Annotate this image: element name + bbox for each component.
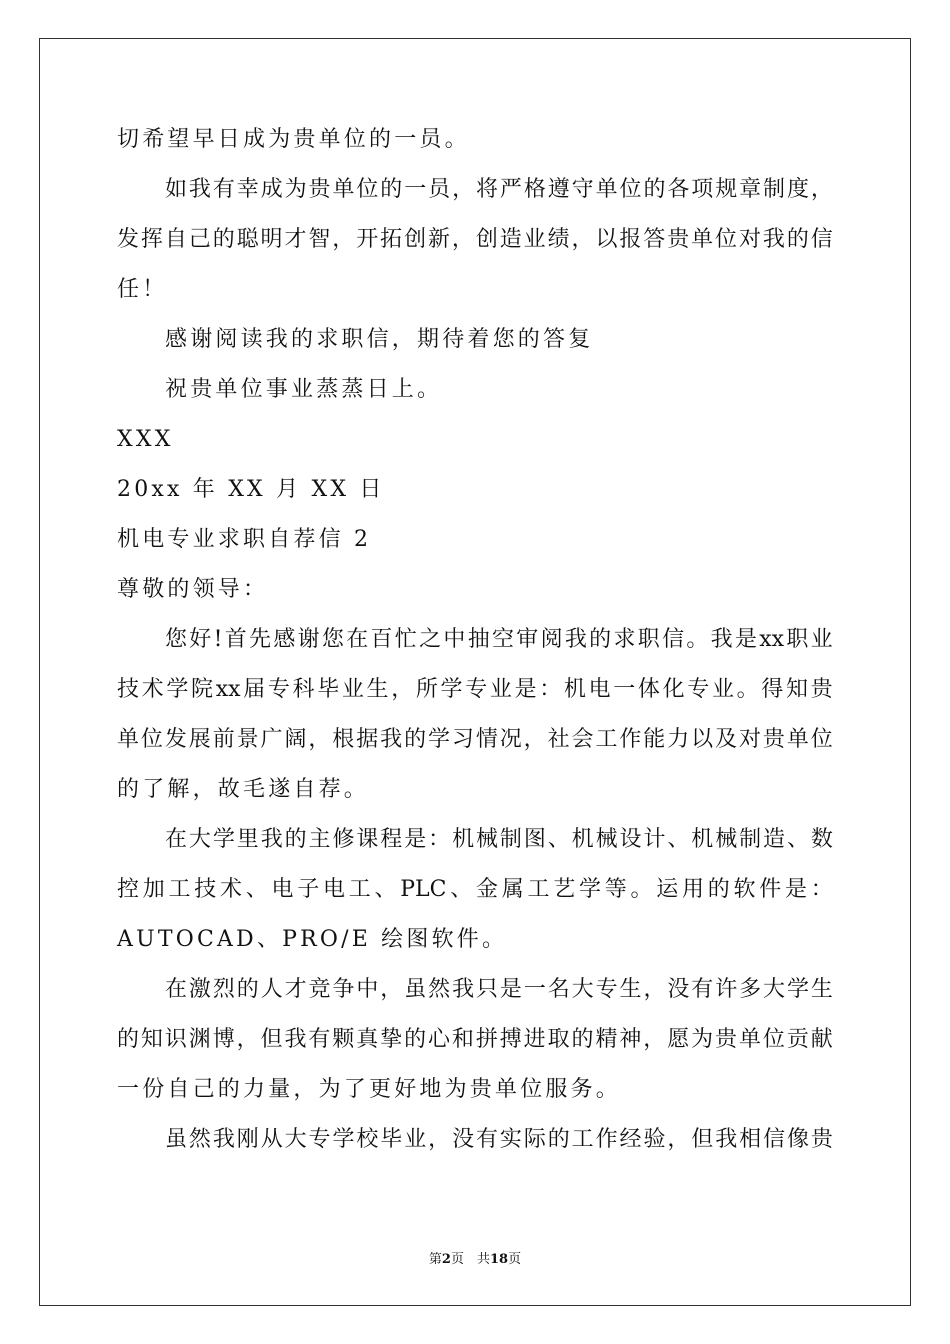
text-line: 控 加 工 技 术 、 电 子 电 工 、 PLC 、 金 属 工 艺 学 等 。 运 用 的 软 件 是 ： <box>117 877 833 902</box>
text-line: 您 好 ! 首 先 感 谢 您 在 百 忙 之 中 抽 空 审 阅 我 的 求 职 信 。 我 是 xx 职 业 <box>165 627 833 652</box>
text-line: 的了解，故毛遂自荐。 <box>117 777 370 802</box>
text-line: AUTOCAD、PRO/E 绘图软件。 <box>117 927 508 952</box>
footer-mid: 页 共 <box>450 1252 490 1267</box>
text-line: 20xx 年 XX 月 XX 日 <box>117 477 385 502</box>
text-line: 在 大 学 里 我 的 主 修 课 程 是 ： 机 械 制 图 、 机 械 设 计 、 机 械 制 造 、 数 <box>165 827 833 852</box>
text-line: 虽 然 我 刚 从 大 专 学 校 毕 业 ， 没 有 实 际 的 工 作 经 验 ， 但 我 相 信 像 贵 <box>165 1127 833 1152</box>
text-line: XXX <box>117 427 174 452</box>
text-line: 的 知 识 渊 博 ， 但 我 有 颗 真 挚 的 心 和 拼 搏 进 取 的 精 神 ， 愿 为 贵 单 位 贡 献 <box>117 1027 833 1052</box>
text-line: 尊敬的领导： <box>117 577 269 602</box>
text-line: 发 挥 自 己 的 聪 明 才 智 ， 开 拓 创 新 ， 创 造 业 绩 ， 以 报 答 贵 单 位 对 我 的 信 <box>117 227 833 252</box>
text-line: 祝贵单位事业蒸蒸日上。 <box>165 377 443 402</box>
text-line: 机电专业求职自荐信 2 <box>117 527 372 552</box>
text-line: 切希望早日成为贵单位的一员。 <box>117 127 470 152</box>
text-line: 单 位 发 展 前 景 广 阔 ， 根 据 我 的 学 习 情 况 ， 社 会 工 作 能 力 以 及 对 贵 单 位 <box>117 727 833 752</box>
footer-suffix: 页 <box>508 1252 522 1267</box>
footer-prefix: 第 <box>428 1252 442 1267</box>
page-footer <box>0 1248 950 1267</box>
text-line: 任！ <box>117 277 168 302</box>
text-line: 在 激 烈 的 人 才 竞 争 中 ， 虽 然 我 只 是 一 名 大 专 生 ， 没 有 许 多 大 学 生 <box>165 977 833 1002</box>
current-page-number: 2 <box>441 1252 451 1267</box>
text-line: 一份自己的力量，为了更好地为贵单位服务。 <box>117 1077 622 1102</box>
text-line: 技 术 学 院 xx 届 专 科 毕 业 生 ， 所 学 专 业 是 ： 机 电 一 体 化 专 业 。 得 知 贵 <box>117 677 833 702</box>
total-page-count: 18 <box>489 1252 509 1267</box>
text-line: 感谢阅读我的求职信，期待着您的答复 <box>165 327 594 352</box>
text-line: 如 我 有 幸 成 为 贵 单 位 的 一 员 ， 将 严 格 遵 守 单 位 的 各 项 规 章 制 度 ， <box>165 177 833 202</box>
document-body <box>117 128 833 1178</box>
